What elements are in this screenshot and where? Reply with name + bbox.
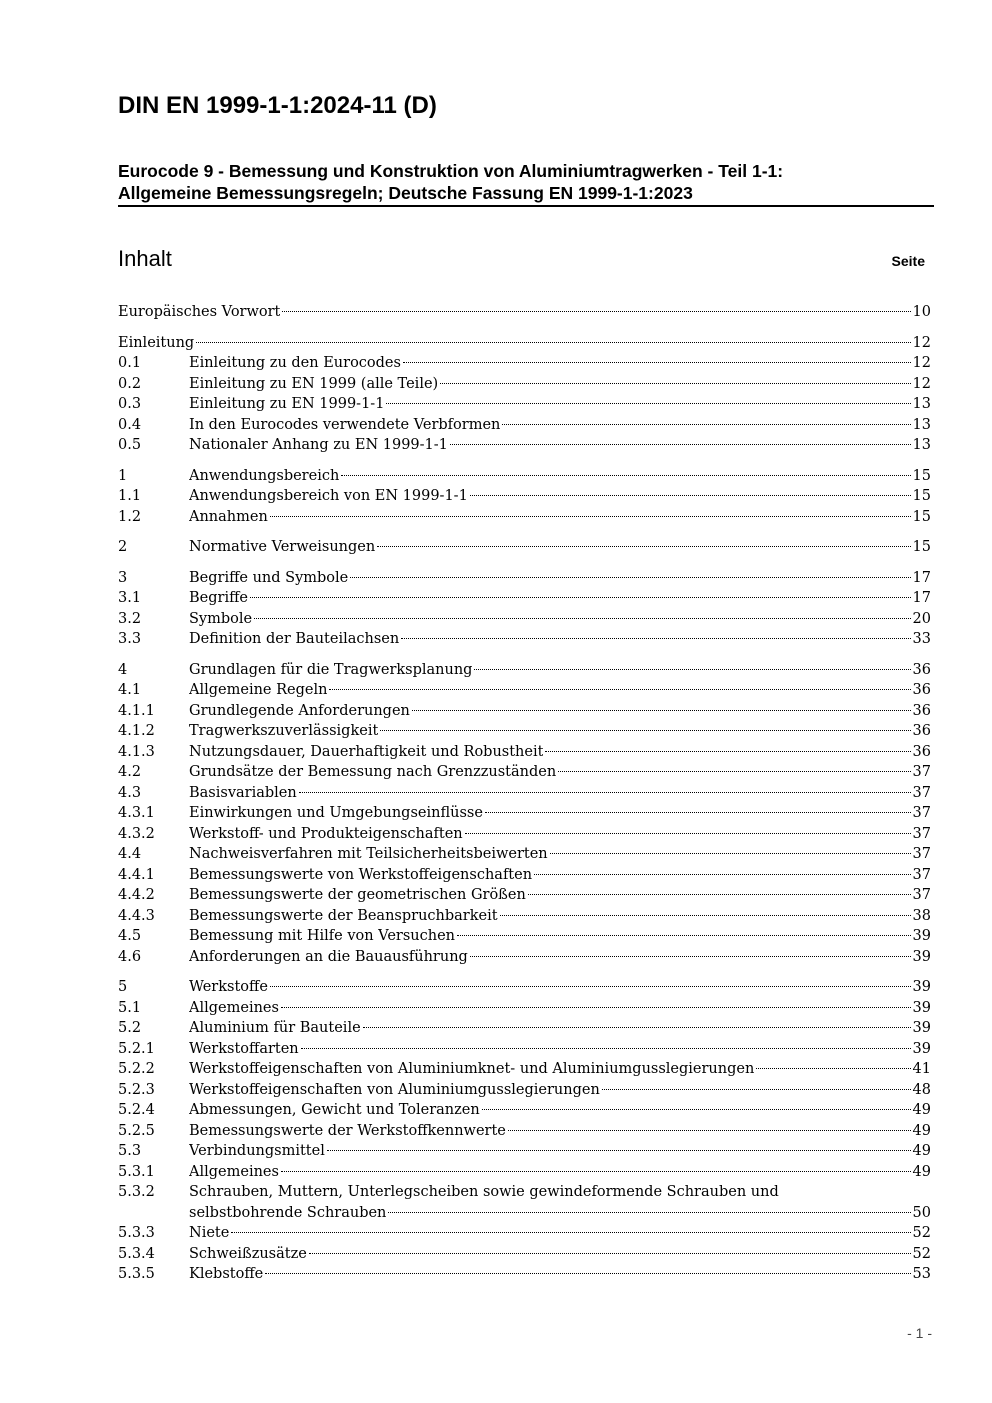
toc-entry-page: 39: [912, 1040, 931, 1057]
toc-entry[interactable]: [118, 629, 931, 650]
toc-entry-number: 5.2.3: [118, 1081, 155, 1098]
toc-entry-number: 5.3.1: [118, 1163, 155, 1180]
toc-entry-page: 20: [912, 610, 931, 627]
toc-leader-dots: [502, 424, 910, 425]
toc-entry-title: Symbole: [189, 610, 253, 627]
toc-entry-page: 15: [912, 539, 931, 555]
toc-leader-dots: [545, 751, 910, 752]
page-column-label: Seite: [891, 253, 925, 269]
toc-leader-dots: [341, 475, 910, 476]
toc-entry-title: Tragwerkszuverlässigkeit: [189, 723, 379, 739]
table-of-contents: [118, 302, 931, 1285]
toc-entry-title: Schrauben, Muttern, Unterlegscheiben sowie gewindeformende Schrauben und: [189, 1184, 779, 1200]
toc-entry-number: 4.5: [118, 928, 142, 944]
toc-entry-title: Abmessungen, Gewicht und Toleranzen: [189, 1102, 480, 1118]
toc-leader-dots: [281, 1007, 911, 1008]
toc-entry-number: 4.1.2: [118, 723, 155, 739]
toc-entry-number: 5.3.5: [118, 1266, 155, 1282]
toc-entry-page: 41: [912, 1061, 931, 1077]
toc-entry[interactable]: [118, 1244, 931, 1265]
toc-leader-dots: [350, 577, 910, 578]
toc-entry[interactable]: [118, 844, 931, 865]
toc-entry[interactable]: [118, 742, 931, 763]
toc-entry-number: 5.1: [118, 999, 142, 1016]
toc-entry-title: Werkstoffe: [189, 979, 268, 995]
toc-entry-number: 5.3.2: [118, 1184, 155, 1200]
toc-entry-number: 1.1: [118, 488, 142, 504]
toc-entry-title: Grundlegende Anforderungen: [189, 702, 410, 719]
toc-entry-title: Einleitung zu EN 1999 (alle Teile): [189, 375, 439, 392]
toc-entry[interactable]: [118, 865, 931, 886]
toc-entry-title: Einleitung zu EN 1999-1-1: [189, 396, 385, 412]
toc-entry-page: 36: [912, 723, 931, 739]
toc-heading: Inhalt: [118, 246, 172, 271]
toc-entry-number: 4.3.1: [118, 805, 155, 821]
toc-leader-dots: [602, 1089, 911, 1090]
toc-leader-dots: [474, 669, 910, 670]
toc-entry[interactable]: [118, 998, 931, 1019]
toc-entry-page: 36: [912, 661, 931, 678]
subtitle-line-1: Eurocode 9 - Bemessung und Konstruktion von Aluminiumtragwerken - Teil 1-1:: [118, 161, 784, 181]
toc-entry[interactable]: [118, 1059, 931, 1080]
toc-entry-page: 52: [912, 1225, 931, 1241]
toc-entry-number: 4.4.2: [118, 887, 155, 903]
toc-entry-title: Begriffe: [189, 590, 248, 606]
toc-entry-page: 50: [912, 1204, 931, 1221]
toc-entry-page: 38: [912, 907, 931, 924]
toc-entry-page: 17: [912, 569, 931, 586]
toc-entry-page: 36: [912, 682, 931, 698]
toc-entry-number: 0.2: [118, 375, 142, 392]
toc-entry[interactable]: [118, 507, 931, 528]
toc-entry-title: Bemessungswerte der Werkstoffkennwerte: [189, 1122, 506, 1139]
toc-entry-number: 0.4: [118, 416, 142, 433]
toc-entry-number: 2: [118, 539, 128, 555]
toc-entry-title: Anwendungsbereich von EN 1999-1-1: [189, 488, 468, 504]
toc-entry[interactable]: [118, 926, 931, 947]
toc-entry[interactable]: [118, 415, 931, 436]
toc-entry[interactable]: [118, 435, 931, 456]
toc-entry-number: 4: [118, 661, 128, 678]
toc-leader-dots: [470, 956, 911, 957]
toc-entry-page: 53: [912, 1266, 931, 1282]
toc-entry-page: 49: [912, 1163, 931, 1180]
toc-entry[interactable]: [118, 302, 931, 323]
toc-entry[interactable]: [118, 609, 931, 630]
toc-leader-dots: [482, 1109, 911, 1110]
toc-entry-number: 5.3: [118, 1143, 142, 1159]
toc-leader-dots: [329, 689, 910, 690]
toc-entry[interactable]: [118, 977, 931, 998]
toc-entry-page: 13: [912, 437, 931, 453]
toc-leader-dots: [386, 403, 910, 404]
toc-entry-title: Nachweisverfahren mit Teilsicherheitsbeiwerten: [189, 846, 548, 862]
toc-entry[interactable]: [118, 333, 931, 354]
toc-entry-title: Allgemeine Regeln: [189, 682, 328, 698]
toc-entry-title: Bemessung mit Hilfe von Versuchen: [189, 928, 455, 944]
toc-leader-dots: [440, 383, 910, 384]
toc-leader-dots: [388, 1212, 910, 1213]
toc-entry[interactable]: [118, 783, 931, 804]
toc-entry-number: 4.4.1: [118, 866, 155, 883]
toc-entry-title: Annahmen: [189, 508, 268, 525]
toc-entry-page: 37: [912, 866, 931, 883]
toc-entry-number: 4.1.3: [118, 743, 155, 760]
toc-entry-title: Werkstoffeigenschaften von Aluminiumgusslegierungen: [189, 1081, 600, 1098]
toc-leader-dots: [265, 1273, 910, 1274]
toc-entry-title: Anforderungen an die Bauausführung: [189, 948, 468, 965]
toc-entry-title: Allgemeines: [189, 999, 279, 1016]
toc-entry-page: 49: [912, 1143, 931, 1159]
toc-entry[interactable]: [118, 885, 931, 906]
toc-entry-title: Grundsätze der Bemessung nach Grenzzuständen: [189, 764, 557, 780]
toc-leader-dots: [485, 812, 911, 813]
toc-entry-title: Verbindungsmittel: [189, 1143, 325, 1159]
toc-entry[interactable]: [118, 824, 931, 845]
toc-entry-page: 49: [912, 1102, 931, 1118]
toc-leader-dots: [231, 1232, 910, 1233]
toc-entry-page: 15: [912, 508, 931, 525]
toc-entry-number: 4.1.1: [118, 702, 155, 719]
toc-entry-number: 5.2.1: [118, 1040, 155, 1057]
toc-entry-number: 4.3.2: [118, 825, 155, 842]
toc-entry-number: 4.2: [118, 764, 142, 780]
toc-entry[interactable]: [118, 1223, 931, 1244]
toc-entry-number: 3.3: [118, 631, 142, 647]
toc-entry-page: 37: [912, 887, 931, 903]
toc-entry-page: 39: [912, 1020, 931, 1036]
toc-entry-page: 13: [912, 396, 931, 412]
toc-entry-number: 5.3.4: [118, 1245, 155, 1262]
subtitle-line-2: Allgemeine Bemessungsregeln; Deutsche Fassung EN 1999-1-1:2023: [118, 183, 693, 203]
toc-entry-page: 48: [912, 1081, 931, 1098]
toc-entry-number: 5.2.5: [118, 1122, 155, 1139]
toc-leader-dots: [528, 894, 911, 895]
toc-entry-title: Bemessungswerte der Beanspruchbarkeit: [189, 907, 498, 924]
toc-entry-page: 33: [912, 631, 931, 647]
title-divider: [118, 205, 934, 207]
toc-entry-number: 4.4.3: [118, 907, 155, 924]
toc-leader-dots: [756, 1068, 910, 1069]
toc-leader-dots: [196, 342, 910, 343]
toc-entry-title: Europäisches Vorwort: [118, 304, 281, 320]
toc-entry[interactable]: [118, 1162, 931, 1183]
toc-entry[interactable]: [118, 394, 931, 415]
toc-entry-title: Bemessungswerte der geometrischen Größen: [189, 887, 526, 903]
toc-entry[interactable]: [118, 803, 931, 824]
toc-entry-title: Einwirkungen und Umgebungseinflüsse: [189, 805, 483, 821]
toc-entry[interactable]: [118, 466, 931, 487]
toc-leader-dots: [401, 638, 910, 639]
toc-entry[interactable]: [118, 353, 931, 374]
toc-entry-title: Allgemeines: [189, 1163, 279, 1180]
toc-entry[interactable]: [118, 1121, 931, 1142]
toc-leader-dots: [281, 1171, 911, 1172]
toc-entry-number: 4.4: [118, 846, 142, 862]
toc-entry-title: Begriffe und Symbole: [189, 569, 349, 586]
toc-leader-dots: [254, 618, 910, 619]
toc-entry-title: Einleitung: [118, 334, 195, 351]
toc-entry-page: 37: [912, 805, 931, 821]
toc-entry-title: Schweißzusätze: [189, 1245, 307, 1262]
toc-entry[interactable]: [118, 1264, 931, 1285]
toc-entry-page: 36: [912, 743, 931, 760]
toc-leader-dots: [309, 1253, 911, 1254]
toc-entry-page: 39: [912, 948, 931, 965]
toc-entry-title: Basisvariablen: [189, 784, 297, 801]
document-subtitle: [118, 160, 933, 204]
toc-entry-page: 12: [912, 355, 931, 371]
toc-entry[interactable]: [118, 1182, 931, 1203]
toc-leader-dots: [403, 362, 911, 363]
toc-entry-page: 10: [912, 304, 931, 320]
toc-leader-dots: [534, 874, 910, 875]
toc-entry-title: Nationaler Anhang zu EN 1999-1-1: [189, 437, 448, 453]
toc-leader-dots: [270, 986, 911, 987]
toc-leader-dots: [299, 792, 911, 793]
toc-entry-number: 5.2.2: [118, 1061, 155, 1077]
toc-entry-number: 3.2: [118, 610, 142, 627]
toc-entry-title: Grundlagen für die Tragwerksplanung: [189, 661, 473, 678]
toc-entry-title: Definition der Bauteilachsen: [189, 631, 400, 647]
toc-leader-dots: [412, 710, 911, 711]
toc-leader-dots: [270, 516, 911, 517]
toc-entry-page: 36: [912, 702, 931, 719]
toc-leader-dots: [327, 1150, 911, 1151]
toc-entry[interactable]: [118, 680, 931, 701]
toc-entry[interactable]: [118, 588, 931, 609]
toc-entry-page: 39: [912, 999, 931, 1016]
toc-entry-page: 15: [912, 467, 931, 484]
toc-leader-dots: [470, 495, 911, 496]
toc-entry-page: 49: [912, 1122, 931, 1139]
toc-entry-page: 52: [912, 1245, 931, 1262]
toc-entry-page: 39: [912, 928, 931, 944]
toc-entry-page: 37: [912, 764, 931, 780]
toc-entry[interactable]: [118, 1100, 931, 1121]
toc-entry-page: 12: [912, 334, 931, 351]
toc-entry[interactable]: [118, 947, 931, 968]
toc-entry-title: Nutzungsdauer, Dauerhaftigkeit und Robustheit: [189, 743, 544, 760]
toc-entry-title: Normative Verweisungen: [189, 539, 376, 555]
toc-leader-dots: [363, 1027, 911, 1028]
toc-entry-title: Niete: [189, 1225, 230, 1241]
toc-leader-dots: [465, 833, 911, 834]
toc-leader-dots: [380, 730, 910, 731]
toc-entry-number: 0.1: [118, 355, 142, 371]
toc-entry[interactable]: [118, 762, 931, 783]
toc-entry-number: 0.5: [118, 437, 142, 453]
toc-entry-title: Werkstoff- und Produkteigenschaften: [189, 825, 463, 842]
toc-entry[interactable]: [118, 374, 931, 395]
toc-entry[interactable]: [118, 1141, 931, 1162]
toc-entry-title: Aluminium für Bauteile: [189, 1020, 361, 1036]
toc-entry[interactable]: [118, 537, 931, 558]
toc-leader-dots: [377, 546, 910, 547]
toc-entry-number: 3.1: [118, 590, 142, 606]
toc-entry-title: Klebstoffe: [189, 1266, 264, 1282]
toc-entry[interactable]: [118, 660, 931, 681]
toc-entry-title: Werkstoffarten: [189, 1040, 299, 1057]
toc-leader-dots: [450, 444, 911, 445]
toc-entry-page: 15: [912, 488, 931, 504]
toc-entry[interactable]: [118, 486, 931, 507]
toc-leader-dots: [500, 915, 911, 916]
toc-entry-title-continuation: selbstbohrende Schrauben: [189, 1204, 387, 1221]
toc-entry-number: 0.3: [118, 396, 142, 412]
toc-entry[interactable]: [118, 1018, 931, 1039]
toc-entry-number: 5: [118, 979, 128, 995]
toc-entry-number: 4.6: [118, 948, 142, 965]
toc-entry[interactable]: [118, 568, 931, 589]
toc-entry[interactable]: [118, 906, 931, 927]
toc-entry-page: 37: [912, 784, 931, 801]
toc-entry-title: Werkstoffeigenschaften von Aluminiumknet- und Aluminiumgusslegierungen: [189, 1061, 755, 1077]
toc-entry-page: 12: [912, 375, 931, 392]
toc-leader-dots: [301, 1048, 911, 1049]
toc-leader-dots: [457, 935, 911, 936]
toc-entry[interactable]: [118, 1039, 931, 1060]
toc-entry-number: 4.3: [118, 784, 142, 801]
toc-leader-dots: [508, 1130, 911, 1131]
toc-entry[interactable]: [118, 1080, 931, 1101]
toc-entry-number: 5.2: [118, 1020, 142, 1036]
toc-entry-page: 37: [912, 825, 931, 842]
toc-entry-page: 39: [912, 979, 931, 995]
toc-entry[interactable]: [118, 721, 931, 742]
toc-entry-title: In den Eurocodes verwendete Verbformen: [189, 416, 501, 433]
toc-entry-number: 4.1: [118, 682, 142, 698]
toc-entry-continuation[interactable]: [118, 1203, 931, 1224]
toc-entry-number: 5.2.4: [118, 1102, 155, 1118]
toc-entry-title: Anwendungsbereich: [189, 467, 340, 484]
toc-entry[interactable]: [118, 701, 931, 722]
toc-entry-page: 17: [912, 590, 931, 606]
page-number: - 1 -: [907, 1325, 932, 1341]
toc-entry-title: Bemessungswerte von Werkstoffeigenschaften: [189, 866, 533, 883]
toc-entry-number: 3: [118, 569, 128, 586]
toc-entry-number: 5.3.3: [118, 1225, 155, 1241]
toc-leader-dots: [282, 311, 910, 312]
toc-leader-dots: [558, 771, 910, 772]
toc-entry-title: Einleitung zu den Eurocodes: [189, 355, 401, 371]
toc-entry-page: 37: [912, 846, 931, 862]
toc-entry-number: 1: [118, 467, 128, 484]
toc-leader-dots: [250, 597, 911, 598]
toc-entry-page: 13: [912, 416, 931, 433]
toc-entry-number: 1.2: [118, 508, 142, 525]
toc-leader-dots: [550, 853, 911, 854]
document-title: DIN EN 1999-1-1:2024-11 (D): [118, 92, 437, 119]
